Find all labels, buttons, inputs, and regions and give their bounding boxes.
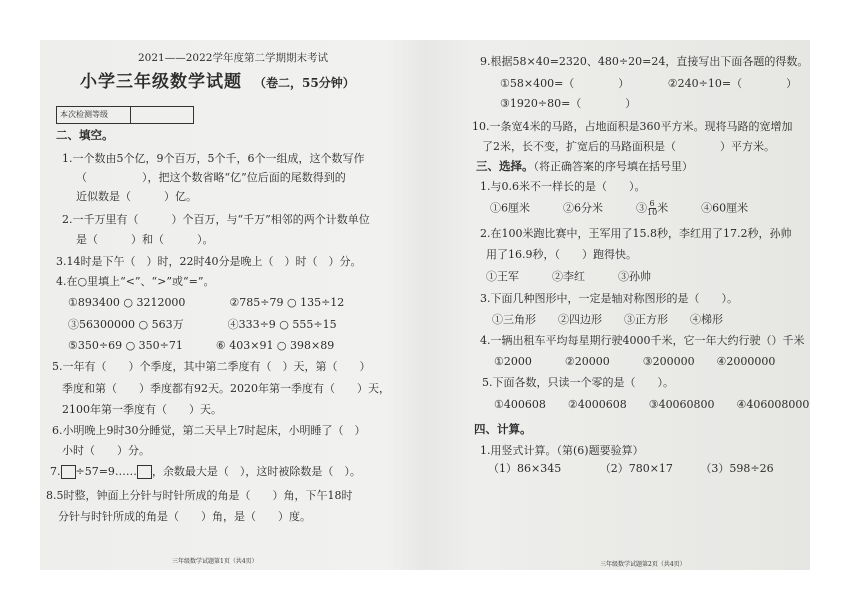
text-line: 季度和第（ ）季度都有92天。2020年第一季度有（ ）天， xyxy=(62,382,390,395)
text-line: ①王军 ②李红 ③孙帅 xyxy=(486,270,651,283)
text-line: ①三角形 ②四边形 ③正方形 ④梯形 xyxy=(492,313,723,326)
level-box xyxy=(56,106,194,124)
text-line: 5.一年有（ ）个季度，其中第二季度有（ ）天，第（ ） xyxy=(52,360,371,373)
text-line: ③56300000 ○ 563万 ④333÷9 ○ 555÷15 xyxy=(68,318,337,331)
exam-photo xyxy=(40,40,810,570)
text-line: 2.在100米跑比赛中，王军用了15.8秒，李红用了17.2秒，孙帅 xyxy=(480,227,792,240)
text-line: （1）86×345 （2）780×17 （3）598÷26 xyxy=(488,462,774,475)
q7-number: 7. xyxy=(50,465,61,478)
text-line: 3.下面几种图形中，一定是轴对称图形的是（ ）。 xyxy=(480,292,738,305)
choice-1-options xyxy=(490,200,748,217)
text-line: 4.在○里填上“<”、“>”或“=”。 xyxy=(56,275,215,288)
text-line: ③1920÷80=（ ） xyxy=(500,97,637,110)
choice-1-options-b: 米 ④60厘米 xyxy=(657,201,749,215)
fraction xyxy=(647,200,657,217)
paper-title xyxy=(80,72,355,92)
page-2 xyxy=(472,40,810,570)
text-line: 了2米，长不变，扩宽后的马路面积是（ ）平方米。 xyxy=(482,140,775,153)
answer-box xyxy=(137,465,152,479)
section-choice-heading xyxy=(476,159,693,174)
section-choice-title: 三、选择。 xyxy=(476,159,534,173)
text-line: （ ），把这个数省略“亿”位后面的尾数得到的 xyxy=(76,171,346,184)
exam-title: 2021——2022学年度第二学期期末考试 xyxy=(138,52,328,64)
text-line: ⑤350÷69 ○ 350÷71 ⑥ 403×91 ○ 398×89 xyxy=(68,339,335,352)
choice-1-options-a: ①6厘米 ②6分米 ③ xyxy=(490,201,647,215)
text-line: 是（ ）和（ ）。 xyxy=(76,233,214,246)
text-line: 8.5时整，钟面上分针与时针所成的角是（ ）角，下午18时 xyxy=(46,489,353,502)
text-line: 2100年第一季度有（ ）天。 xyxy=(62,403,222,416)
text-line: ①400608 ②4000608 ③40060800 ④406008000 xyxy=(494,398,810,411)
paper-subtitle: （卷二，55分钟） xyxy=(254,76,355,90)
text-line: ①2000 ②20000 ③200000 ④2000000 xyxy=(494,355,776,368)
level-label: 本次检测等级 xyxy=(57,107,131,123)
fraction-denominator: 10 xyxy=(647,208,658,217)
text-line: 小时（ ）分。 xyxy=(62,444,150,457)
section-choice-note: （将正确答案的序号填在括号里） xyxy=(533,160,693,173)
text-line: 分针与时针所成的角是（ ）角，是（ ）度。 xyxy=(58,510,311,523)
text-line: 3.14时是下午（ ）时，22时40分是晚上（ ）时（ ）分。 xyxy=(56,255,362,268)
answer-box xyxy=(61,465,76,479)
page-1-footer: 三年级数学试题第1页（共4页） xyxy=(172,558,258,565)
page-2-footer: 三年级数学试题第2页（共4页） xyxy=(600,561,686,568)
fraction-numerator: 6 xyxy=(649,199,655,208)
q7-end: ，余数最大是（ ），这时被除数是（ ）。 xyxy=(151,465,361,478)
text-line: ①893400 ○ 3212000 ②785÷79 ○ 135÷12 xyxy=(68,296,345,309)
section-calc-heading: 四、计算。 xyxy=(474,422,532,436)
text-line: 用了16.9秒，（ ）跑得快。 xyxy=(486,248,637,261)
text-line: 1.一个数由5个亿，9个百万，5个千，6个一组成，这个数写作 xyxy=(62,152,365,165)
text-line: 10.一条宽4米的马路，占地面积是360平方米。现将马路的宽增加 xyxy=(472,120,793,133)
text-line: 9.根据58×40=2320、480÷20=24，直接写出下面各题的得数。 xyxy=(480,55,809,68)
text-line: 5.下面各数，只读一个零的是（ ）。 xyxy=(482,376,674,389)
text-line: 4.一辆出租车平均每星期行驶4000千米，它一年大约行驶（）千米 xyxy=(480,334,805,347)
text-line: 近似数是（ ）亿。 xyxy=(76,190,197,203)
q7-middle: ÷57=9…… xyxy=(75,465,137,478)
text-line: 6.小明晚上9时30分睡觉，第二天早上7时起床，小明睡了（ ） xyxy=(52,424,366,437)
text-line: 1.与0.6米不一样长的是（ ）。 xyxy=(480,180,646,193)
section-fill-heading: 二、填空。 xyxy=(56,128,114,142)
paper-title-text: 小学三年级数学试题 xyxy=(80,72,242,92)
text-line: 1.用竖式计算。（第(6)题要验算） xyxy=(480,444,644,457)
text-line: ①58×400=（ ） ②240÷10=（ ） xyxy=(500,77,798,90)
text-line: 2.一千万里有（ ）个百万，与“千万”相邻的两个计数单位 xyxy=(62,213,370,226)
page-1 xyxy=(40,40,456,570)
question-7 xyxy=(50,465,361,479)
